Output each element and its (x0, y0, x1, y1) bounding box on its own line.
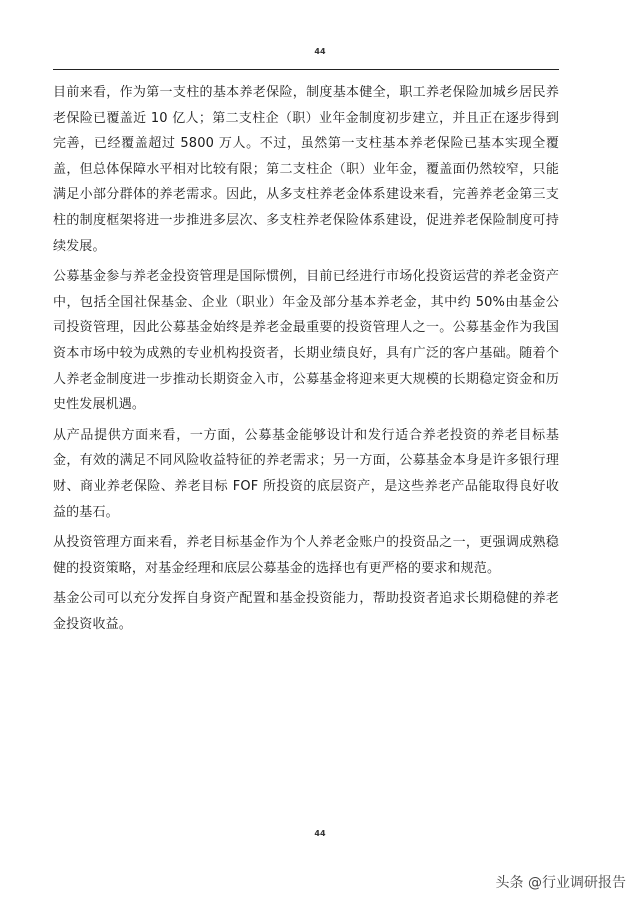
page-number-top: 44 (314, 47, 326, 56)
paragraph-2: 公募基金参与养老金投资管理是国际惯例，目前已经进行市场化投资运营的养老金资产中，包括全国社保基金、企业（职业）年金及部分基本养老金，其中约 50%由基金公司投资管理，因此公募基金始终是养老金最重要的投资管理人之一。公募基金作为我国资本市场中较为成熟的专业机构投资者，长期业绩良好，具有广泛的客户基础。随着个人养老金制度进一步推动长期资金入市，公募基金将迎来更大规模的长期稳定资金和历史性发展机遇。 (53, 269, 559, 413)
document-body (53, 80, 559, 642)
paragraph-3: 从产品提供方面来看，一方面，公募基金能够设计和发行适合养老投资的养老目标基金，有效的满足不同风险收益特征的养老需求；另一方面，公募基金本身是许多银行理财、商业养老保险、养老目标 FOF 所投资的底层资产，是这些养老产品能取得良好收益的基石。 (53, 427, 559, 520)
paragraph-5: 基金公司可以充分发挥自身资产配置和基金投资能力，帮助投资者追求长期稳健的养老金投资收益。 (53, 591, 559, 632)
paragraph-4: 从投资管理方面来看，养老目标基金作为个人养老金账户的投资品之一，更强调成熟稳健的投资策略，对基金经理和底层公募基金的选择也有更严格的要求和规范。 (53, 535, 559, 576)
watermark-text: 头条 @行业调研报告 (495, 875, 626, 891)
header-rule (53, 69, 559, 70)
page-number-bottom: 44 (314, 829, 326, 838)
paragraph-1: 目前来看，作为第一支柱的基本养老保险，制度基本健全，职工养老保险加城乡居民养老保险已覆盖近 10 亿人；第二支柱企（职）业年金制度初步建立，并且正在逐步得到完善，已经覆盖超过 5800 万人。不过，虽然第一支柱基本养老保险已基本实现全覆盖，但总体保障水平相对比较有限；第二支柱企（职）业年金，覆盖面仍然较窄，只能满足小部分群体的养老需求。因此，从多支柱养老金体系建设来看，完善养老金第三支柱的制度框架将进一步推进多层次、多支柱养老保险体系建设，促进养老保险制度可持续发展。 (53, 85, 559, 254)
